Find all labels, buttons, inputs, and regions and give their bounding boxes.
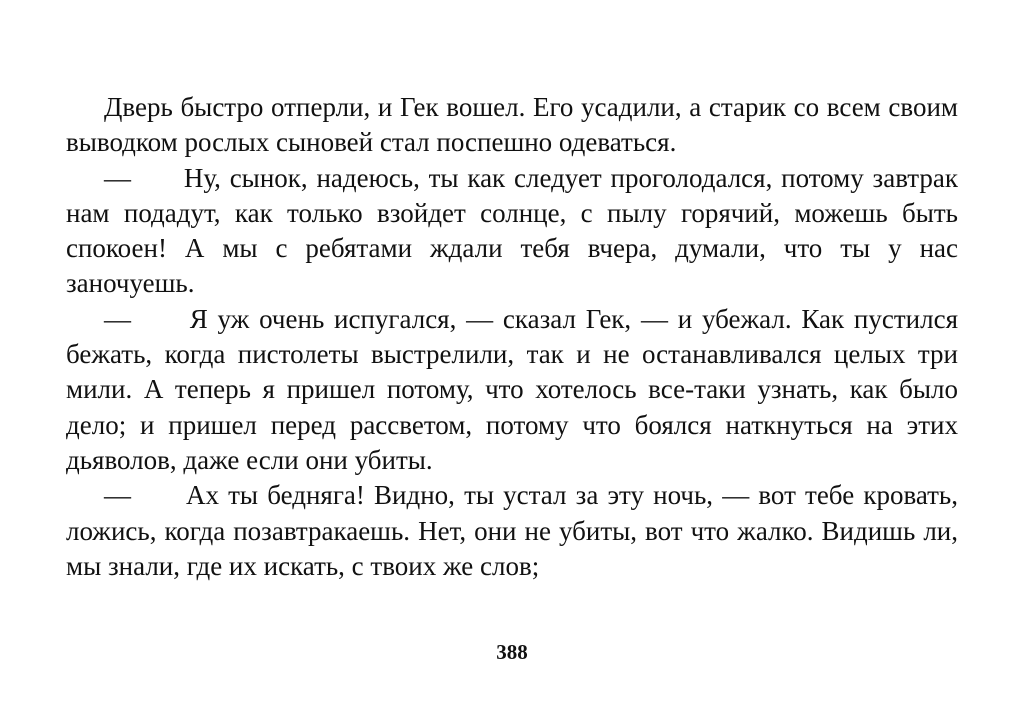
body-text [66, 90, 965, 584]
paragraph: Дверь быстро отперли, и Гек вошел. Его усадили, а старик со всем своим выводком рослых сыновей стал поспешно одеваться. [66, 92, 958, 158]
paragraph: — Я уж очень испугался, — сказал Гек, — и убежал. Как пустился бежать, когда пистолеты выстрелили, так и не останавливался целых три мили. А теперь я пришел потому, что хотелось все-таки узнать, как было дело; и пришел перед рассветом, потому что боялся наткнуться на этих дьяволов, даже если они убиты. [66, 303, 965, 475]
paragraph: — Ну, сынок, надеюсь, ты как следует проголодался, потому завтрак нам подадут, как только взойдет солнце, с пылу горячий, можешь быть спокоен! А мы с ребятами ждали тебя вчера, думали, что ты у нас заночуешь. [66, 162, 965, 299]
paragraph: — Ах ты бедняга! Видно, ты устал за эту ночь, — вот тебе кровать, ложись, когда позавтракаешь. Нет, они не убиты, вот что жалко. Видишь ли, мы знали, где их искать, с твоих же слов; [66, 480, 965, 581]
page-number: 388 [496, 640, 528, 664]
